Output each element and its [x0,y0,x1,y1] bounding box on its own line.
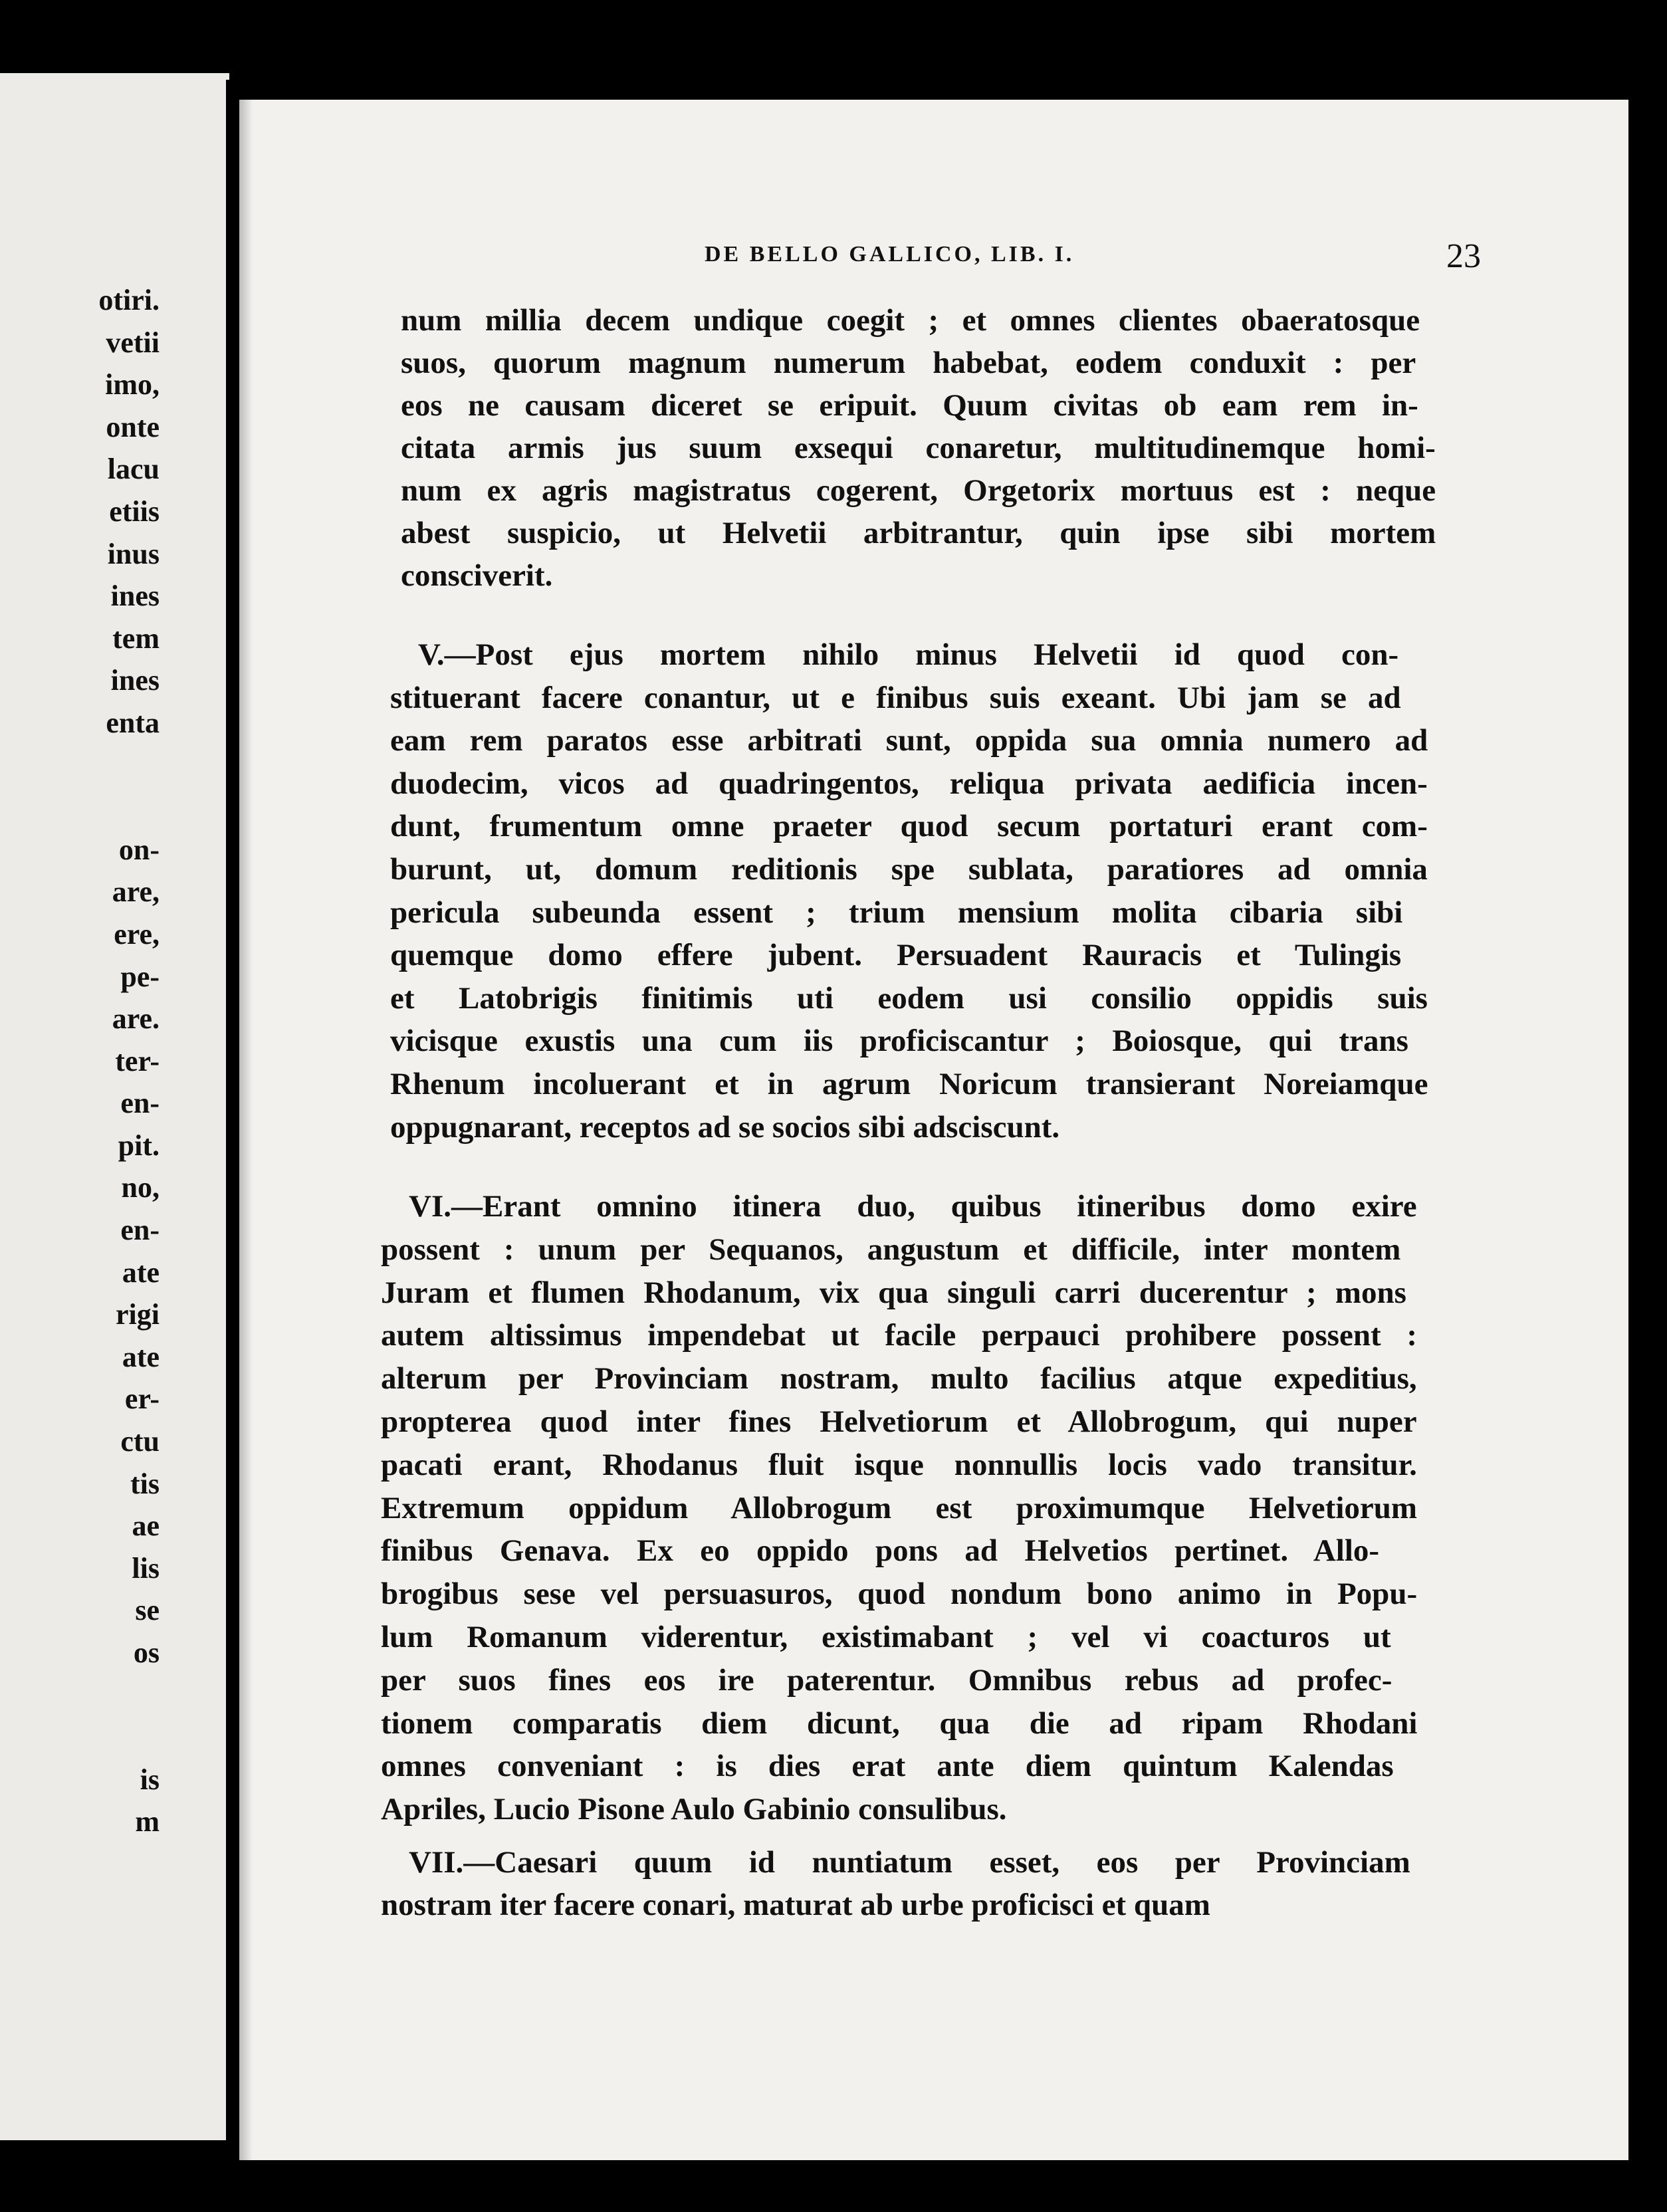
left-margin-fragment [0,786,160,829]
text-line: stituerant facere conantur, ut e finibus suis exeant. Ubi jam se ad [390,680,1401,715]
text-line: duodecim, vicos ad quadringentos, reliqua privata aedificia incen- [390,766,1428,801]
left-margin-fragment: er- [124,1382,160,1416]
text-line: consciverit. [401,558,553,593]
text-line: finibus Genava. Ex eo oppido pons ad Helvetios pertinet. Allo- [381,1533,1380,1569]
left-margin-fragment: ere, [114,917,160,950]
text-line: burunt, ut, domum reditionis spe sublata, paratiores ad omnia [390,852,1428,887]
left-page-fragment [0,73,229,2140]
left-margin-fragment: pe- [120,960,160,993]
left-margin-fragment: ae [132,1509,160,1543]
spine-shadow [239,100,253,2160]
left-margin-fragment: m [135,1805,160,1838]
text-line: VII.—Caesari quum id nuntiatum esset, eos per Provinciam [409,1845,1410,1880]
text-line: Rhenum incoluerant et in agrum Noricum transierant Noreiamque [390,1067,1428,1101]
left-margin-fragment: en- [120,1214,160,1247]
book-gutter [226,80,238,2147]
left-margin-fragment: ines [110,664,160,697]
text-line: Extremum oppidum Allobrogum est proximumque Helvetiorum [381,1490,1418,1525]
left-margin-fragment: no, [121,1171,160,1204]
text-line: pacati erant, Rhodanus fluit isque nonnullis locis vado transitur. [381,1447,1417,1482]
left-margin-fragment: tis [130,1467,160,1500]
left-margin-fragment [0,1716,160,1759]
text-line: propterea quod inter fines Helvetiorum et Allobrogum, qui nuper [381,1404,1417,1439]
text-line: omnes conveniant : is dies erat ante diem quintum Kalendas [381,1749,1394,1784]
text-line: dunt, frumentum omne praeter quod secum portaturi erant com- [390,809,1428,844]
book-page [239,100,1628,2160]
left-margin-fragment: imo, [105,368,160,401]
left-margin-fragment: ate [122,1340,160,1373]
left-margin-fragment: vetii [106,326,160,359]
text-line: Apriles, Lucio Pisone Aulo Gabinio consulibus. [381,1792,1007,1827]
text-line: nostram iter facere conari, maturat ab urbe proficisci et quam [381,1888,1210,1922]
text-line: suos, quorum magnum numerum habebat, eodem conduxit : per [401,346,1416,380]
text-line: per suos fines eos ire paterentur. Omnibus rebus ad profec- [381,1662,1392,1698]
left-margin-fragment: ter- [115,1044,160,1077]
left-margin-fragment: os [133,1636,160,1669]
left-margin-fragment: se [135,1594,160,1627]
text-line: alterum per Provinciam nostram, multo facilius atque expeditius, [381,1361,1417,1396]
left-margin-fragment [0,744,160,787]
left-margin-fragment: lacu [107,453,160,486]
text-line: abest suspicio, ut Helvetii arbitrantur, quin ipse sibi mortem [401,516,1436,550]
left-margin-fragment: enta [106,706,160,739]
text-line: tionem comparatis diem dicunt, qua die ad ripam Rhodani [381,1706,1418,1741]
left-margin-fragment: are. [112,1002,160,1036]
text-line: vicisque exustis una cum iis proficiscantur ; Boiosque, qui trans [390,1024,1408,1059]
left-margin-fragment: pit. [118,1129,160,1162]
text-line: lum Romanum viderentur, existimabant ; vel vi coacturos ut [381,1620,1391,1654]
left-margin-fragment: en- [120,1087,160,1120]
left-margin-fragment: lis [132,1551,160,1585]
text-line: num ex agris magistratus cogerent, Orgetorix mortuus est : neque [401,473,1436,508]
page-number: 23 [1446,237,1481,275]
left-margin-fragment: ines [110,580,160,613]
text-line: eam rem paratos esse arbitrati sunt, oppida sua omnia numero ad [390,723,1428,758]
left-margin-fragment: on- [118,833,160,866]
left-margin-fragment: onte [106,410,160,443]
text-line: oppugnarant, receptos ad se socios sibi adsciscunt. [390,1109,1060,1145]
text-line: possent : unum per Sequanos, angustum et difficile, inter montem [381,1232,1401,1267]
left-margin-fragment [0,1674,160,1717]
left-margin-fragment: rigi [116,1298,160,1331]
text-line: pericula subeunda essent ; trium mensium molita cibaria sibi [390,895,1403,930]
text-line: citata armis jus suum exsequi conaretur, multitudinemque homi- [401,431,1436,465]
text-line: brogibus sese vel persuasuros, quod nondum bono animo in Popu- [381,1577,1418,1612]
left-margin-fragment: ate [122,1256,160,1289]
text-line: VI.—Erant omnino itinera duo, quibus itineribus domo exire [409,1189,1417,1224]
left-margin-fragment: is [140,1763,160,1796]
left-margin-fragment: tem [112,621,160,655]
left-margin-fragment: inus [107,537,160,570]
text-line: eos ne causam diceret se eripuit. Quum civitas ob eam rem in- [401,388,1418,423]
text-line: quemque domo effere jubent. Persuadent Rauracis et Tulingis [390,938,1402,973]
running-head: DE BELLO GALLICO, LIB. I. [705,242,1075,267]
text-line: autem altissimus impendebat ut facile perpauci prohibere possent : [381,1318,1418,1353]
text-line: et Latobrigis finitimis uti eodem usi consilio oppidis suis [390,980,1428,1016]
text-line: V.—Post ejus mortem nihilo minus Helvetii id quod con- [418,637,1399,672]
left-page-margin-text [0,279,160,1843]
text-line: Juram et flumen Rhodanum, vix qua singuli carri ducerentur ; mons [381,1275,1406,1310]
left-margin-fragment: are, [112,875,160,909]
left-margin-fragment: otiri. [98,284,160,316]
left-margin-fragment: etiis [109,495,160,528]
left-margin-fragment: ctu [120,1425,160,1458]
text-line: num millia decem undique coegit ; et omnes clientes obaeratosque [401,303,1420,338]
